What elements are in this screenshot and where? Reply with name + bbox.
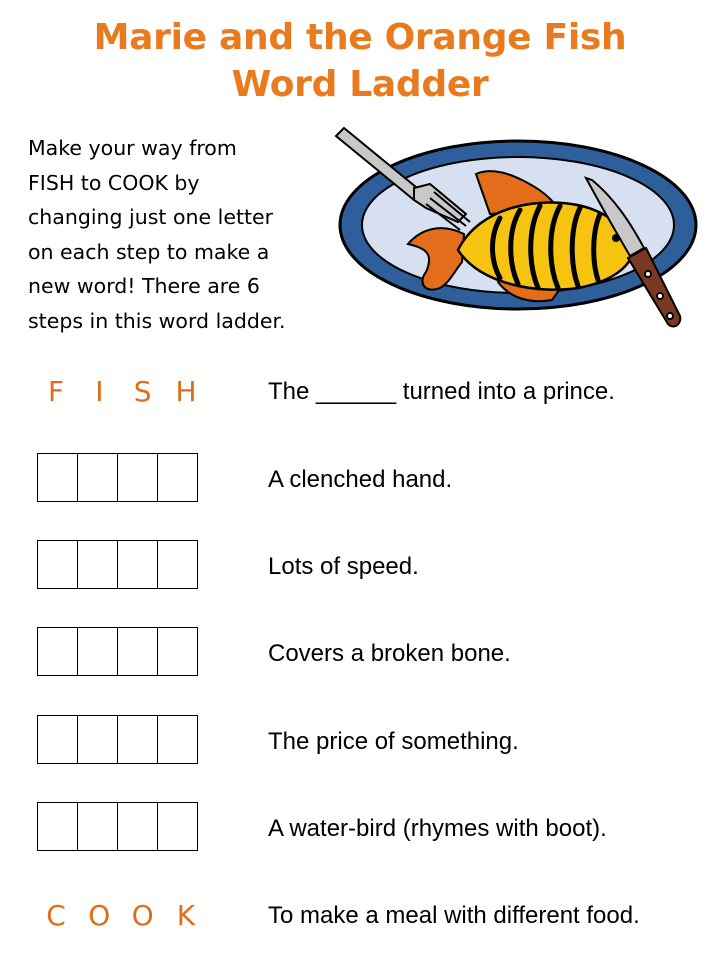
- letter-box[interactable]: [117, 540, 158, 589]
- letter-box[interactable]: [117, 453, 158, 502]
- instructions-line: FISH to COOK by: [28, 170, 200, 195]
- instructions-line: new word! There are 6: [28, 274, 260, 298]
- start-letter: F: [47, 375, 65, 408]
- letter-box[interactable]: [117, 715, 158, 764]
- answer-row-3[interactable]: [37, 627, 198, 676]
- end-letter: K: [176, 899, 196, 932]
- clue-7: To make a meal with different food.: [268, 902, 640, 929]
- letter-box[interactable]: [37, 540, 78, 589]
- letter-box[interactable]: [77, 540, 118, 589]
- letter-box[interactable]: [37, 453, 78, 502]
- start-letter: I: [95, 375, 104, 408]
- title-line-2: Word Ladder: [231, 64, 489, 105]
- start-letter: S: [133, 375, 152, 408]
- letter-box[interactable]: [157, 540, 198, 589]
- clue-1: The ______ turned into a prince.: [268, 378, 615, 405]
- instructions-line: on each step to make a: [28, 239, 270, 264]
- title-line-1: Marie and the Orange Fish: [93, 17, 627, 58]
- end-letter: C: [46, 899, 66, 932]
- instructions-line: steps in this word ladder.: [28, 308, 286, 333]
- instructions: [28, 131, 338, 338]
- clue-2: A clenched hand.: [268, 466, 453, 493]
- page-title: [0, 14, 720, 108]
- end-word: [36, 898, 206, 934]
- letter-box[interactable]: [77, 627, 118, 676]
- letter-box[interactable]: [157, 802, 198, 851]
- clue-4: Covers a broken bone.: [268, 640, 511, 667]
- clue-5: The price of something.: [268, 728, 519, 755]
- letter-box[interactable]: [37, 802, 78, 851]
- letter-box[interactable]: [77, 715, 118, 764]
- letter-box[interactable]: [157, 715, 198, 764]
- letter-box[interactable]: [37, 715, 78, 764]
- letter-box[interactable]: [157, 453, 198, 502]
- answer-row-4[interactable]: [37, 715, 198, 764]
- start-word: [36, 374, 206, 410]
- letter-box[interactable]: [77, 802, 118, 851]
- answer-row-5[interactable]: [37, 802, 198, 851]
- start-letter: H: [175, 375, 197, 408]
- letter-box[interactable]: [37, 627, 78, 676]
- end-letter: O: [88, 899, 111, 932]
- answer-row-2[interactable]: [37, 540, 198, 589]
- end-letter: O: [131, 899, 154, 932]
- letter-box[interactable]: [157, 627, 198, 676]
- instructions-line: changing just one letter: [28, 205, 274, 229]
- letter-box[interactable]: [117, 802, 158, 851]
- clue-6: A water-bird (rhymes with boot).: [268, 815, 607, 842]
- instructions-line: Make your way from: [28, 136, 237, 160]
- letter-box[interactable]: [77, 453, 118, 502]
- clue-3: Lots of speed.: [268, 553, 419, 580]
- answer-row-1[interactable]: [37, 453, 198, 502]
- fish-plate-icon: [330, 122, 710, 342]
- letter-box[interactable]: [117, 627, 158, 676]
